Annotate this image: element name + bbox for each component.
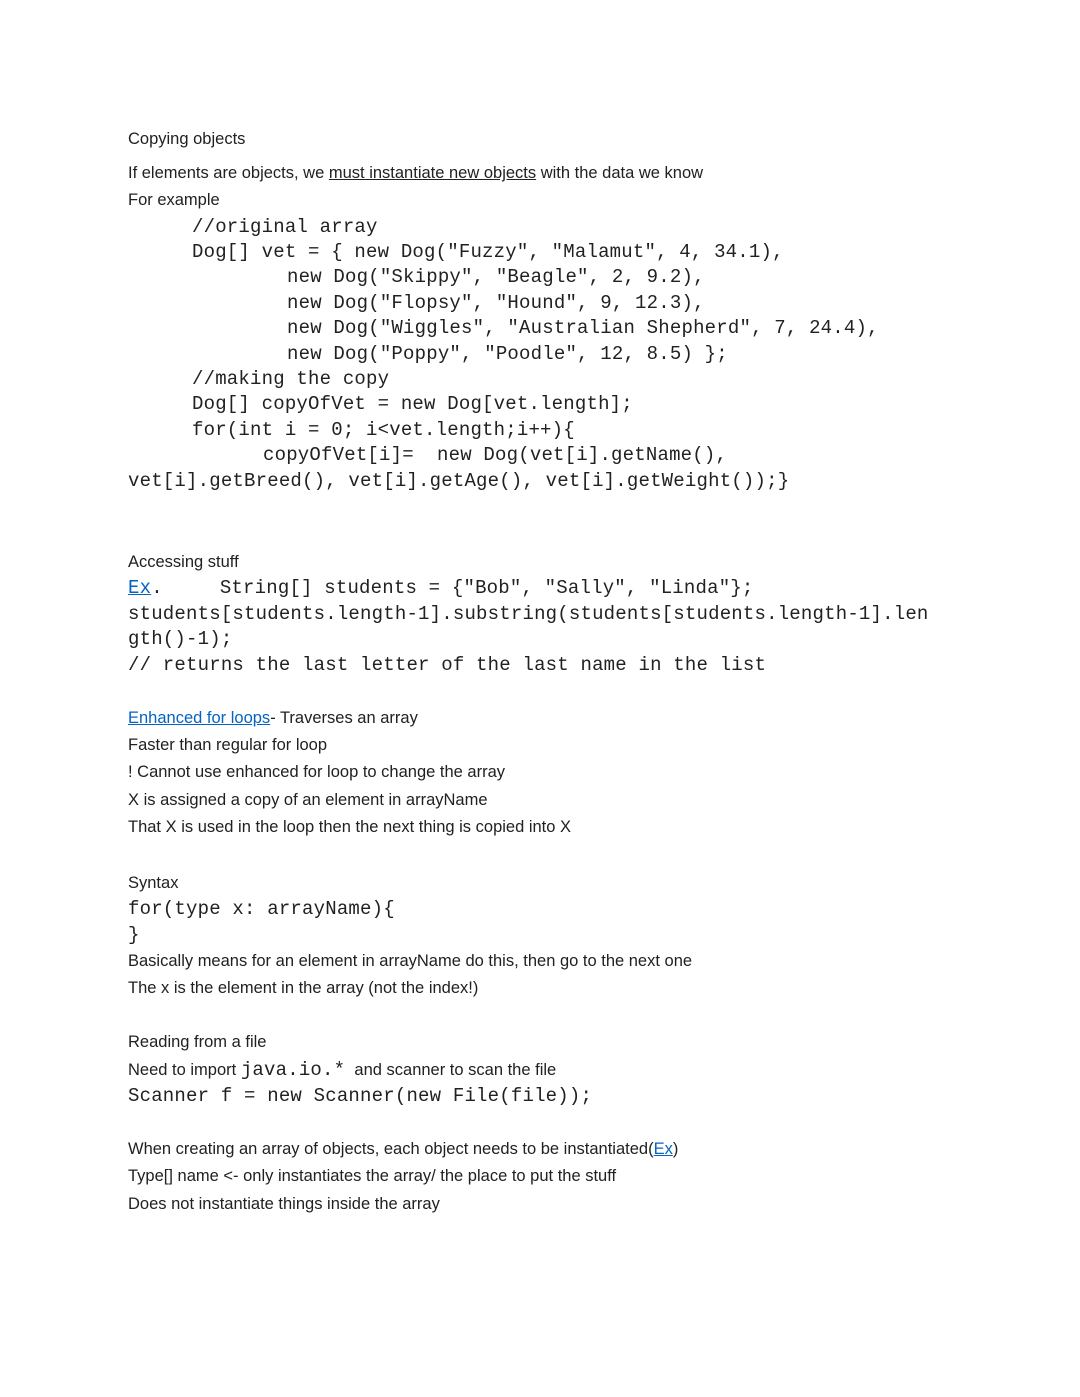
syntax-note: The x is the element in the array (not the index!) — [128, 979, 479, 998]
for-example-label: For example — [128, 191, 220, 210]
creating-note: Type[] name <- only instantiates the array/ the place to put the stuff — [128, 1167, 617, 1186]
enhanced-note: ! Cannot use enhanced for loop to change the array — [128, 763, 506, 782]
enhanced-note: Faster than regular for loop — [128, 736, 328, 755]
copying-intro-line — [128, 160, 990, 187]
creating-line-1 — [128, 1136, 990, 1163]
code-line: new Dog("Flopsy", "Hound", 9, 12.3), — [287, 291, 705, 314]
import-code: java.io.* — [240, 1058, 346, 1081]
code-line: } — [128, 923, 140, 946]
intro-text-after: with the data we know — [536, 164, 704, 183]
accessing-code-block — [128, 576, 990, 678]
creating-note: Does not instantiate things inside the array — [128, 1194, 440, 1213]
creating-text-after: ) — [672, 1140, 679, 1159]
code-line: Dog[] copyOfVet = new Dog[vet.length]; — [192, 393, 633, 416]
code-line: Scanner f = new Scanner(new File(file)); — [128, 1084, 593, 1107]
code-line: vet[i].getBreed(), vet[i].getAge(), vet[i].getWeight());} — [128, 469, 790, 492]
code-line: for(type x: arrayName){ — [128, 898, 395, 921]
code-line: Dog[] vet = { new Dog("Fuzzy", "Malamut", 4, 34.1), — [192, 241, 784, 264]
ex-dot: . — [151, 577, 163, 600]
copying-code-block — [128, 215, 990, 494]
code-line: copyOfVet[i]= new Dog(vet[i].getName(), — [263, 444, 728, 467]
enhanced-after-link: - Traverses an array — [270, 708, 418, 727]
code-line: // returns the last letter of the last name in the list — [128, 653, 767, 676]
code-line: students[students.length-1].substring(students[students.length-1].len — [128, 602, 929, 625]
syntax-note: Basically means for an element in arrayName do this, then go to the next one — [128, 951, 693, 970]
code-line: gth()-1); — [128, 628, 233, 651]
ex-link[interactable]: Ex — [128, 577, 152, 600]
code-line: new Dog("Poppy", "Poodle", 12, 8.5) }; — [287, 342, 728, 365]
code-line: new Dog("Skippy", "Beagle", 2, 9.2), — [287, 266, 705, 289]
code-line-ex — [128, 576, 990, 601]
code-line: for(int i = 0; i<vet.length;i++){ — [192, 418, 575, 441]
enhanced-for-loops-link[interactable]: Enhanced for loops — [128, 708, 271, 727]
ex-link[interactable]: Ex — [653, 1140, 673, 1159]
import-text-after: and scanner to scan the file — [345, 1060, 557, 1079]
import-text-before: Need to import — [128, 1060, 241, 1079]
code-line: //making the copy — [192, 368, 390, 391]
section-title-syntax: Syntax — [128, 873, 179, 892]
import-line — [128, 1057, 990, 1084]
section-title-copying-objects: Copying objects — [128, 130, 246, 148]
section-title-reading-from-file: Reading from a file — [128, 1033, 267, 1052]
code-line: new Dog("Wiggles", "Australian Shepherd", 7, 24.4), — [287, 317, 879, 340]
enhanced-note: That X is used in the loop then the next thing is copied into X — [128, 817, 572, 836]
intro-text-underlined: must instantiate new objects — [328, 164, 537, 183]
creating-text-before: When creating an array of objects, each object needs to be instantiated( — [128, 1140, 654, 1159]
section-title-accessing-stuff: Accessing stuff — [128, 553, 239, 572]
intro-text-before: If elements are objects, we — [128, 164, 329, 183]
enhanced-note: X is assigned a copy of an element in arrayName — [128, 790, 488, 809]
code-line: //original array — [192, 215, 378, 238]
students-declaration: String[] students = {"Bob", "Sally", "Linda"}; — [219, 577, 754, 600]
enhanced-for-loops-line — [128, 705, 990, 732]
